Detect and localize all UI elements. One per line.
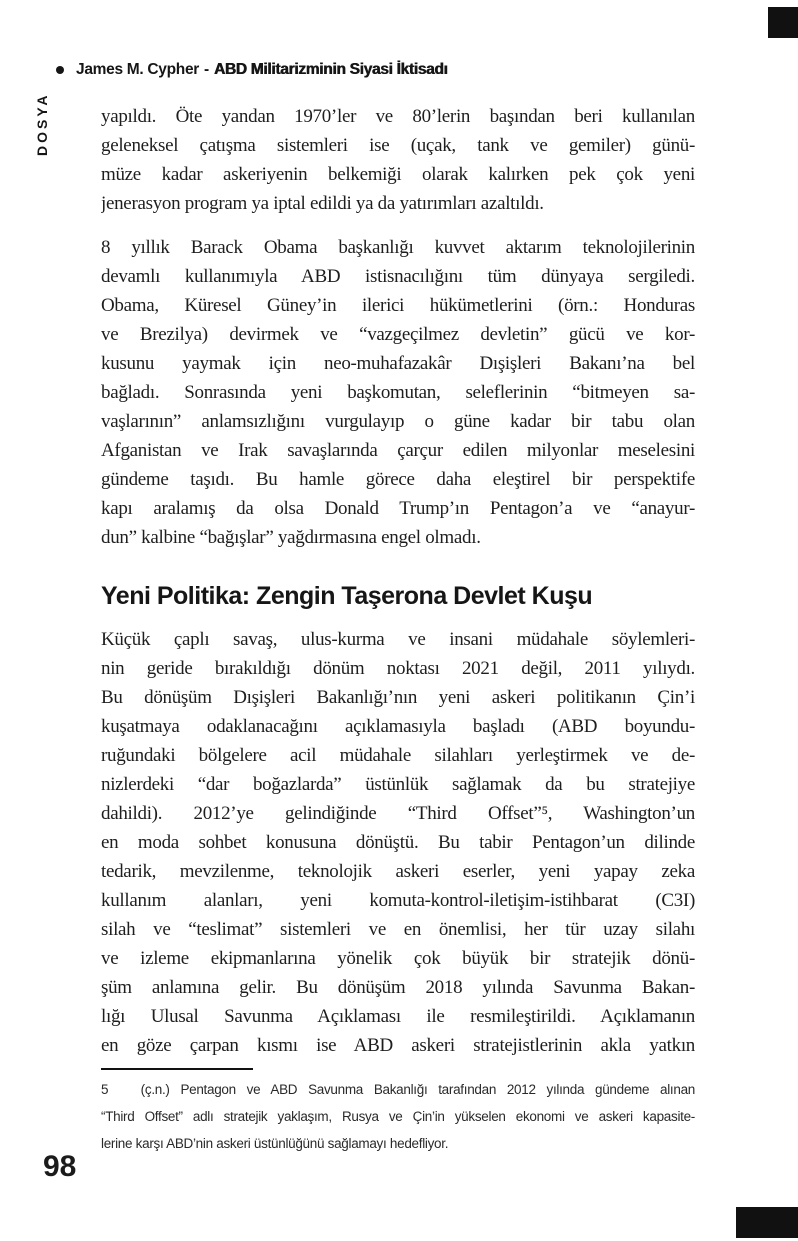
text-line: en moda sohbet konusuna dönüştü. Bu tabir Pentagon’un dilinde [101, 832, 695, 853]
text-line: Küçük çaplı savaş, ulus-kurma ve insani müdahale söylemleri- [101, 629, 695, 650]
text-line: gündeme taşıdı. Bu hamle görece daha eleştirel bir perspektife [101, 469, 695, 490]
text-line: müze kadar askeriyenin belkemiği olarak kalırken pek çok yeni [101, 164, 695, 185]
text-line: lığı Ulusal Savunma Açıklaması ile resmileştirildi. Açıklamanın [101, 1006, 695, 1027]
text-line: devamlı kullanımıyla ABD istisnacılığını tüm dünyaya sergiledi. [101, 266, 695, 287]
footnote-line: “Third Offset” adlı stratejik yaklaşım, Rusya ve Çin’in yükselen ekonomi ve askeri kapasite- [101, 1109, 695, 1124]
footnote-line: lerine karşı ABD’nin askeri üstünlüğünü sağlamayı hedefliyor. [101, 1136, 449, 1151]
text-line: vaşlarının” anlamsızlığını vurgulayıp o güne kadar bir tabu olan [101, 411, 695, 432]
text-line: jenerasyon program ya iptal edildi ya da yatırımları azaltıldı. [101, 193, 544, 214]
text-line: geleneksel çatışma sistemleri ise (uçak, tank ve gemiler) günü- [101, 135, 695, 156]
running-header-separator: - [204, 61, 209, 78]
text-line: silah ve “teslimat” sistemleri ve en önemlisi, her tür uzay silahı [101, 919, 695, 940]
bullet-icon [56, 66, 64, 74]
text-line: nizlerdeki “dar boğazlarda” üstünlük sağlamak da bu stratejiye [101, 774, 695, 795]
running-header-author: James M. Cypher [76, 61, 199, 78]
text-line: ve Brezilya) devirmek ve “vazgeçilmez devletin” gücü ve kor- [101, 324, 695, 345]
footnote-rule [101, 1068, 253, 1070]
footnote-line: 5 (ç.n.) Pentagon ve ABD Savunma Bakanlığı tarafından 2012 yılında gündeme alınan [101, 1082, 695, 1097]
section-corner-mark-bottom-right [736, 1207, 798, 1238]
text-line: dun” kalbine “bağışlar” yağdırmasına engel olmadı. [101, 527, 481, 548]
text-line: dahildi). 2012’ye gelindiğinde “Third Offset”⁵, Washington’un [101, 803, 695, 824]
text-line: yapıldı. Öte yandan 1970’ler ve 80’lerin başından beri kullanılan [101, 106, 695, 127]
running-header [56, 61, 447, 79]
section-corner-mark-top-right [768, 7, 798, 38]
text-line: tedarik, mevzilenme, teknolojik askeri eserler, yeni yapay zeka [101, 861, 695, 882]
section-label-vertical: DOSYA [34, 92, 50, 156]
text-line: nin geride bırakıldığı dönüm noktası 2021 değil, 2011 yılıydı. [101, 658, 695, 679]
text-line: Obama, Küresel Güney’in ilerici hükümetlerini (örn.: Honduras [101, 295, 695, 316]
text-line: kusunu yaymak için neo-muhafazakâr Dışişleri Bakanı’na bel [101, 353, 695, 374]
running-header-book-title: ABD Militarizminin Siyasi İktisadı [213, 61, 448, 78]
section-heading: Yeni Politika: Zengin Taşerona Devlet Kuşu [101, 582, 593, 610]
text-line: Afganistan ve Irak savaşlarında çarçur edilen milyonlar meselesini [101, 440, 695, 461]
text-line: şüm anlamına gelir. Bu dönüşüm 2018 yılında Savunma Bakan- [101, 977, 695, 998]
text-line: en göze çarpan kısmı ise ABD askeri stratejistlerinin akla yatkın [101, 1035, 695, 1056]
footnote [101, 1068, 695, 1157]
text-line: bağladı. Sonrasında yeni başkomutan, seleflerinin “bitmeyen sa- [101, 382, 695, 403]
text-line: kuşatmaya odaklanacağını açıklamasıyla başladı (ABD boyundu- [101, 716, 695, 737]
paragraph-1 [101, 102, 695, 218]
text-line: 8 yıllık Barack Obama başkanlığı kuvvet aktarım teknolojilerinin [101, 237, 695, 258]
paragraph-2 [101, 233, 695, 552]
text-line: kapı aralamış da olsa Donald Trump’ın Pentagon’a ve “anayur- [101, 498, 695, 519]
text-line: ruğundaki bölgelere acil müdahale silahları yerleştirmek ve de- [101, 745, 695, 766]
text-line: ve izleme ekipmanlarına yönelik çok büyük bir stratejik dönü- [101, 948, 695, 969]
text-line: kullanım alanları, yeni komuta-kontrol-iletişim-istihbarat (C3I) [101, 890, 695, 911]
page-content [101, 102, 695, 1157]
paragraph-3 [101, 625, 695, 1060]
page-number: 98 [43, 1150, 77, 1183]
text-line: Bu dönüşüm Dışişleri Bakanlığı’nın yeni askeri politikanın Çin’i [101, 687, 695, 708]
